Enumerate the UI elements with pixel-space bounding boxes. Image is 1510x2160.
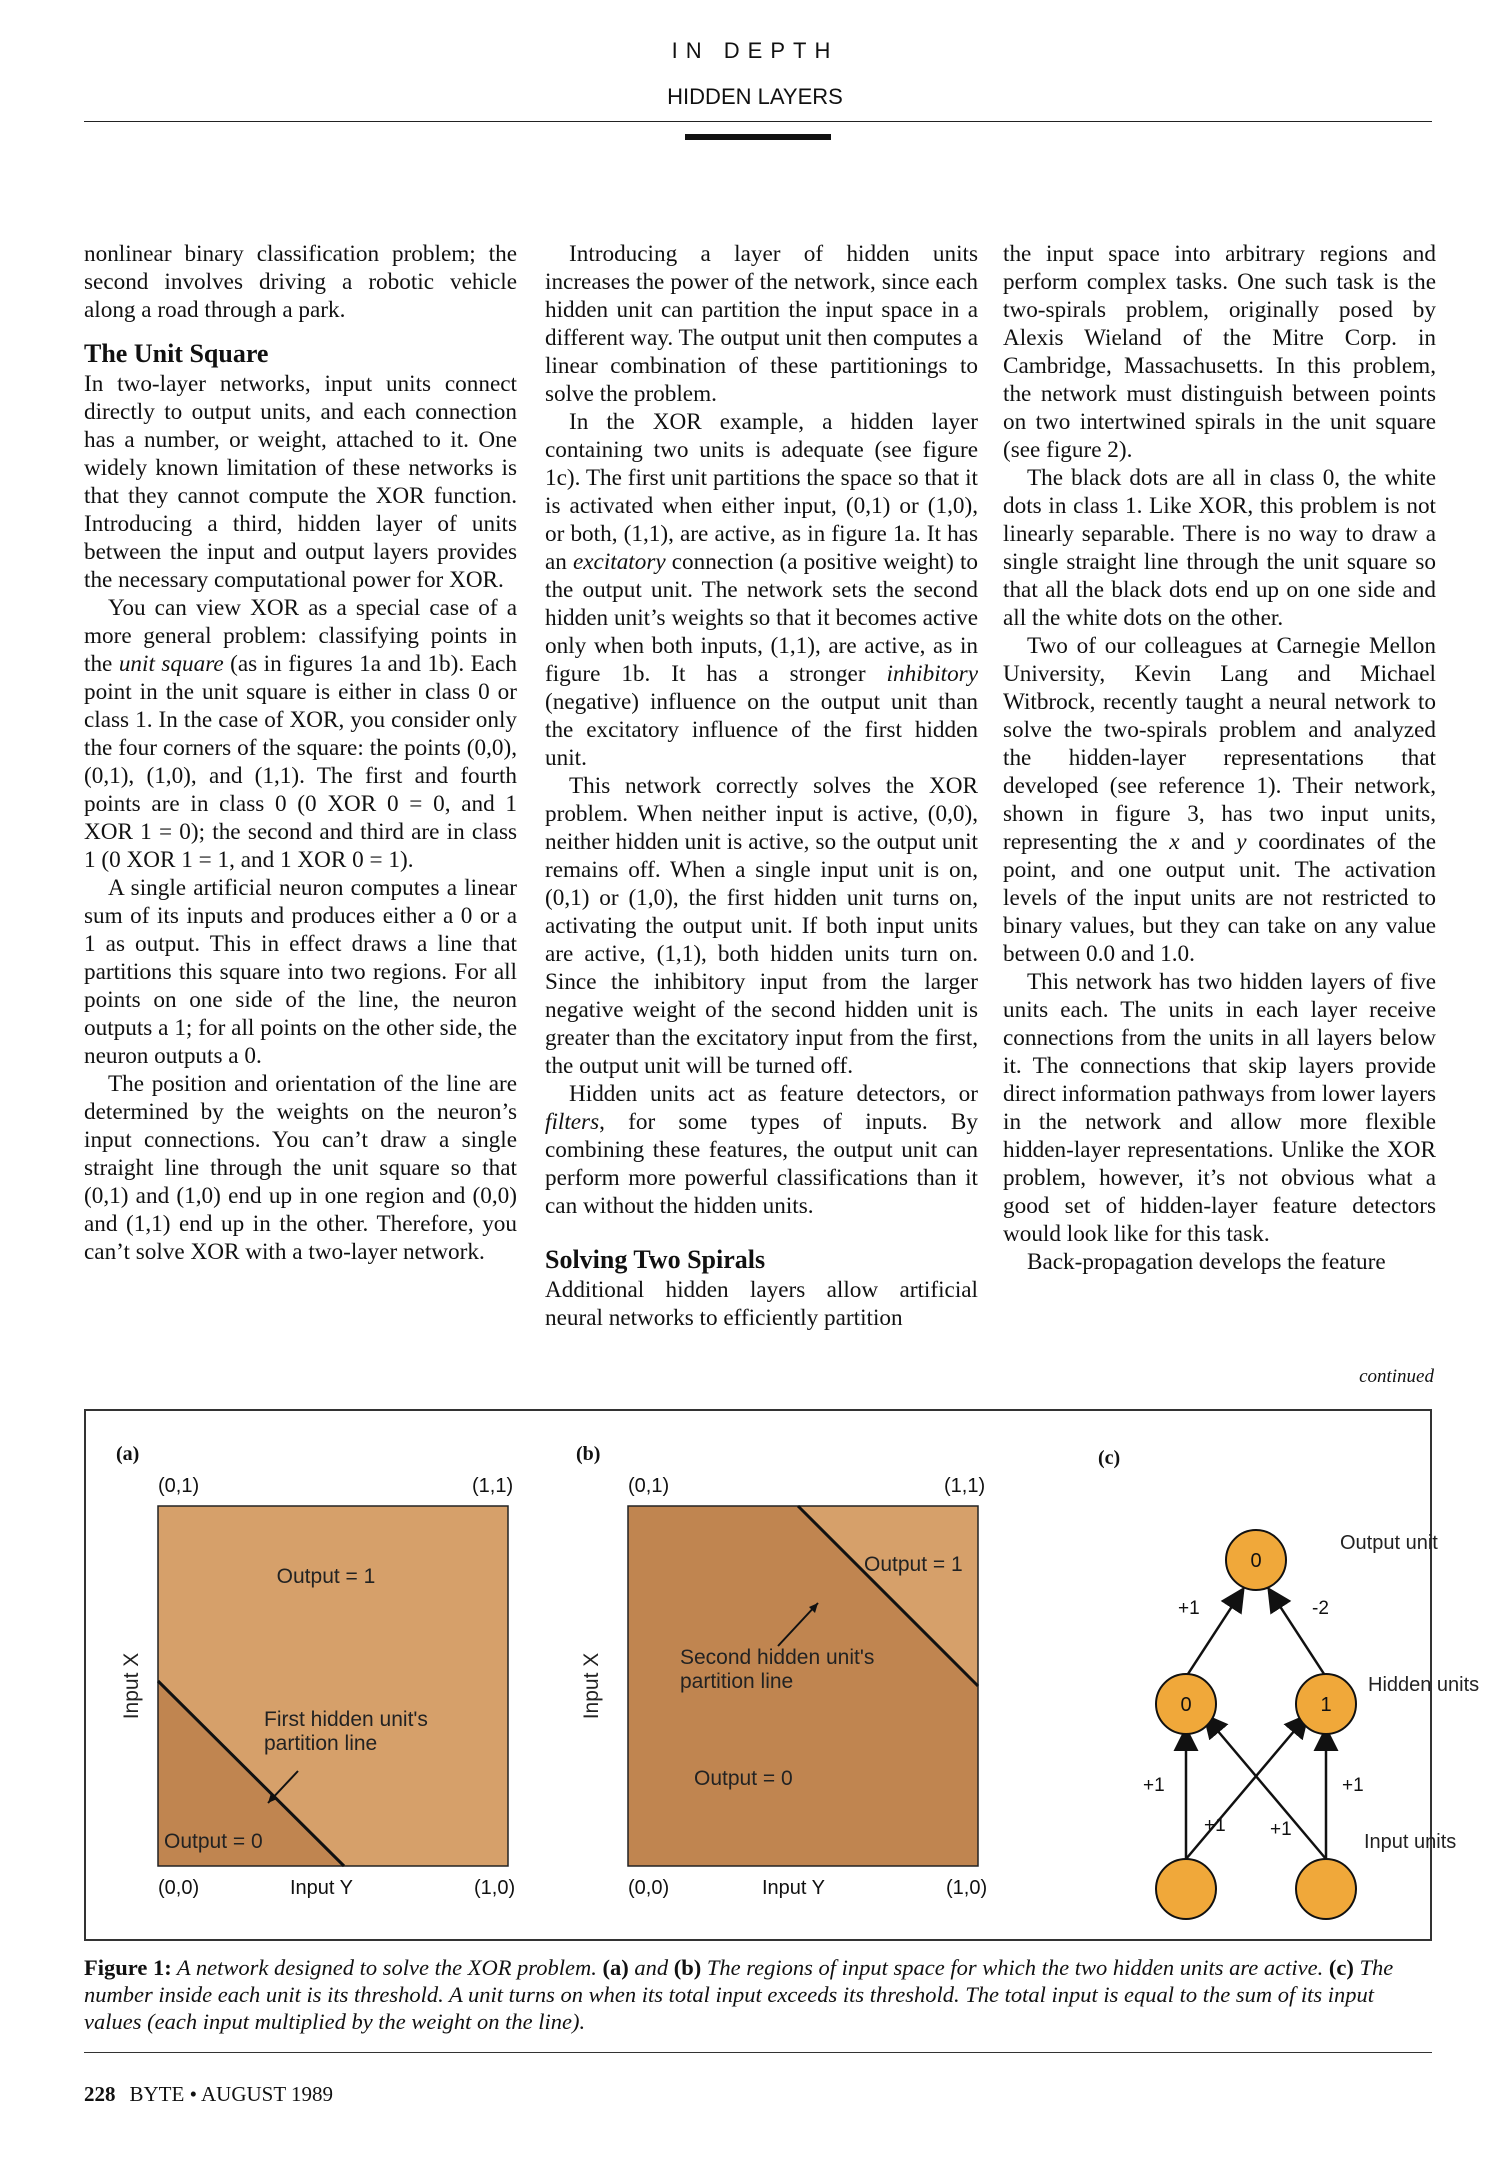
magazine-issue: BYTE • AUGUST 1989 — [129, 2082, 334, 2106]
x-axis-label: Input Y — [290, 1877, 354, 1899]
input-units-label: Input units — [1364, 1831, 1457, 1853]
heading-unit-square: The Unit Square — [84, 339, 269, 368]
weight-in1-h1: +1 — [1143, 1775, 1165, 1796]
header-bar — [685, 134, 831, 140]
weight-in2-h1: +1 — [1270, 1819, 1292, 1840]
corner-label-top-left: (0,1) — [158, 1475, 200, 1497]
weight-in1-h2: +1 — [1204, 1815, 1226, 1836]
weight-h1-output: +1 — [1178, 1598, 1200, 1619]
y-axis-label: Input X — [120, 1652, 143, 1720]
page-title: HIDDEN LAYERS — [667, 84, 843, 109]
paragraph: A single artificial neuron computes a linear sum of its inputs and produces either a 0 or a 1 as output. This in effect draws a line that partitions this square into two regions. For all points on one side of the line, the neuron outputs a 1; for all points on the other side, the neuron outputs a 0. — [84, 875, 517, 1069]
page-footer — [84, 2082, 333, 2107]
paragraph: In the XOR example, a hidden layer containing two units is adequate (see figure 1c). The first unit partitions the space so that it is activated when either input, (0,1) or (1,0), or both, (1,1), are active, as in figure 1a. It has an excitatory connection (a positive weight) to the output unit. The network sets the second hidden unit’s weights so that it becomes active only when both inputs, (1,1), are active, as in figure 1b. It has a stronger inhibitory (negative) influence on the output unit than the excitatory influence of the first hidden unit. — [545, 409, 978, 771]
paragraph: The black dots are all in class 0, the white dots in class 1. Like XOR, this problem is not linearly separable. There is no way to draw a single straight line through the unit square so that all the black dots end up on one side and all the white dots on the other. — [1003, 465, 1436, 631]
paragraph: Back-propagation develops the feature — [1027, 1249, 1386, 1275]
panel-letter: (c) — [1098, 1447, 1121, 1469]
hidden-units-label: Hidden units — [1368, 1674, 1480, 1696]
weight-in2-h2: +1 — [1342, 1775, 1364, 1796]
input-unit-1 — [1156, 1859, 1216, 1919]
panel-letter: (a) — [116, 1443, 140, 1465]
paragraph: Hidden units act as feature detectors, or filters, for some types of inputs. By combining these features, the output unit can perform more powerful classifications than it can without the hidden units. — [545, 1081, 978, 1219]
line-label-1: Second hidden unit's — [680, 1646, 875, 1669]
output-unit-label: Output unit — [1340, 1532, 1438, 1554]
figure-panel-b — [556, 1411, 1016, 1939]
footer-rule — [84, 2052, 1432, 2053]
output-1-label: Output = 1 — [276, 1565, 376, 1588]
paragraph: Additional hidden layers allow artificial neural networks to efficiently partition — [545, 1277, 978, 1331]
continued-label: continued — [1359, 1366, 1434, 1387]
paragraph: In two-layer networks, input units connect directly to output units, and each connection has a number, or weight, attached to it. One widely known limitation of these networks is that they cannot compute the XOR function. Introducing a third, hidden layer of units between the input and output layers provides the necessary computational power for XOR. — [84, 371, 517, 593]
panel-letter: (b) — [576, 1443, 601, 1465]
section-label: IN DEPTH — [671, 38, 839, 63]
paragraph: The position and orientation of the line are determined by the weights on the neuron’s input connections. You can’t draw a single straight line through the unit square so that (0,1) and (1,0) end up in one region and (0,0) and (1,1) end up in the other. Therefore, you can’t solve XOR with a two-layer network. — [84, 1071, 517, 1265]
paragraph: This network has two hidden layers of five units each. The units in each layer receive connections from the units in all layers below it. The connections that skip layers provide direct information pathways from lower layers in the network and allow more flexible hidden-layer representations. Unlike the XOR problem, however, it’s not obvious what a good set of hidden-layer feature detectors would look like for this task. — [1003, 969, 1436, 1247]
unit-square-b — [556, 1411, 1016, 1939]
input-unit-2 — [1296, 1859, 1356, 1919]
corner-label-top-right: (1,1) — [472, 1475, 514, 1497]
paragraph: Two of our colleagues at Carnegie Mellon University, Kevin Lang and Michael Witbrock, recently taught a neural network to solve the two-spirals problem and analyzed the hidden-layer representations that developed (see reference 1). Their network, shown in figure 3, has two input units, representing the x and y coordinates of the point, and one output unit. The activation levels of the input units are not restricted to binary values, but they can take on any value between 0.0 and 1.0. — [1003, 633, 1436, 967]
column-1 — [84, 240, 517, 1266]
output-threshold: 0 — [1250, 1550, 1262, 1572]
y-axis-label: Input X — [580, 1652, 603, 1720]
column-3 — [1003, 240, 1436, 1276]
hidden-1-threshold: 0 — [1180, 1694, 1192, 1716]
line-label-2: partition line — [264, 1732, 378, 1755]
corner-label-top-left: (0,1) — [628, 1475, 670, 1497]
figure-caption: Figure 1: A network designed to solve the XOR problem. (a) and (b) The regions of input space for which the two hidden units are active. (c) The number inside each unit is its threshold. A unit turns on when its total input exceeds its threshold. The total input is equal to the sum of its input values (each input multiplied by the weight on the line). — [84, 1955, 1394, 2034]
corner-label-bottom-right: (1,0) — [946, 1877, 988, 1899]
output-0-label: Output = 0 — [164, 1830, 263, 1853]
weight-h2-output: -2 — [1312, 1598, 1329, 1619]
paragraph: nonlinear binary classification problem; the second involves driving a robotic vehicle along a road through a park. — [84, 241, 517, 323]
column-2 — [545, 240, 978, 1332]
line-label-1: First hidden unit's — [264, 1708, 428, 1731]
corner-label-bottom-left: (0,0) — [628, 1877, 670, 1899]
figure-panel-c — [1006, 1411, 1480, 1939]
page-number: 228 — [84, 2082, 116, 2106]
corner-label-top-right: (1,1) — [944, 1475, 986, 1497]
output-1-label: Output = 1 — [864, 1553, 963, 1576]
line-label-2: partition line — [680, 1670, 794, 1693]
figure-panel-a — [86, 1411, 566, 1939]
paragraph: Introducing a layer of hidden units increases the power of the network, since each hidden unit can partition the input space in a different way. The output unit then computes a linear combination of these partitionings to solve the problem. — [545, 241, 978, 407]
heading-two-spirals: Solving Two Spirals — [545, 1245, 766, 1274]
corner-label-bottom-left: (0,0) — [158, 1877, 200, 1899]
paragraph: the input space into arbitrary regions and perform complex tasks. One such task is the two-spirals problem, originally posed by Alexis Wieland of the Mitre Corp. in Cambridge, Massachusetts. In this problem, the network must distinguish between points on two intertwined spirals in the unit square (see figure 2). — [1003, 241, 1436, 463]
network-diagram — [1006, 1411, 1480, 1939]
hidden-2-threshold: 1 — [1320, 1694, 1332, 1716]
x-axis-label: Input Y — [762, 1877, 826, 1899]
header-rule — [84, 121, 1432, 122]
paragraph: You can view XOR as a special case of a more general problem: classifying points in the unit square (as in figures 1a and 1b). Each point in the unit square is either in class 0 or class 1. In the case of XOR, you consider only the four corners of the square: the points (0,0), (0,1), (1,0), and (1,1). The first and fourth points are in class 0 (0 XOR 0 = 0, and 1 XOR 1 = 0); the second and third are in class 1 (0 XOR 1 = 1, and 1 XOR 0 = 1). — [84, 595, 517, 873]
figure-1 — [84, 1409, 1480, 1941]
paragraph: This network correctly solves the XOR problem. When neither input is active, (0,0), neither hidden unit is active, so the output unit remains off. When a single input unit is on, (0,1) or (1,0), the first hidden unit turns on, activating the output unit. If both input units are active, (1,1), both hidden units turn on. Since the inhibitory input from the larger negative weight of the second hidden unit is greater than the excitatory input from the first, the output unit will be turned off. — [545, 773, 978, 1079]
corner-label-bottom-right: (1,0) — [474, 1877, 516, 1899]
unit-square-a — [86, 1411, 566, 1939]
output-0-label: Output = 0 — [694, 1767, 793, 1790]
